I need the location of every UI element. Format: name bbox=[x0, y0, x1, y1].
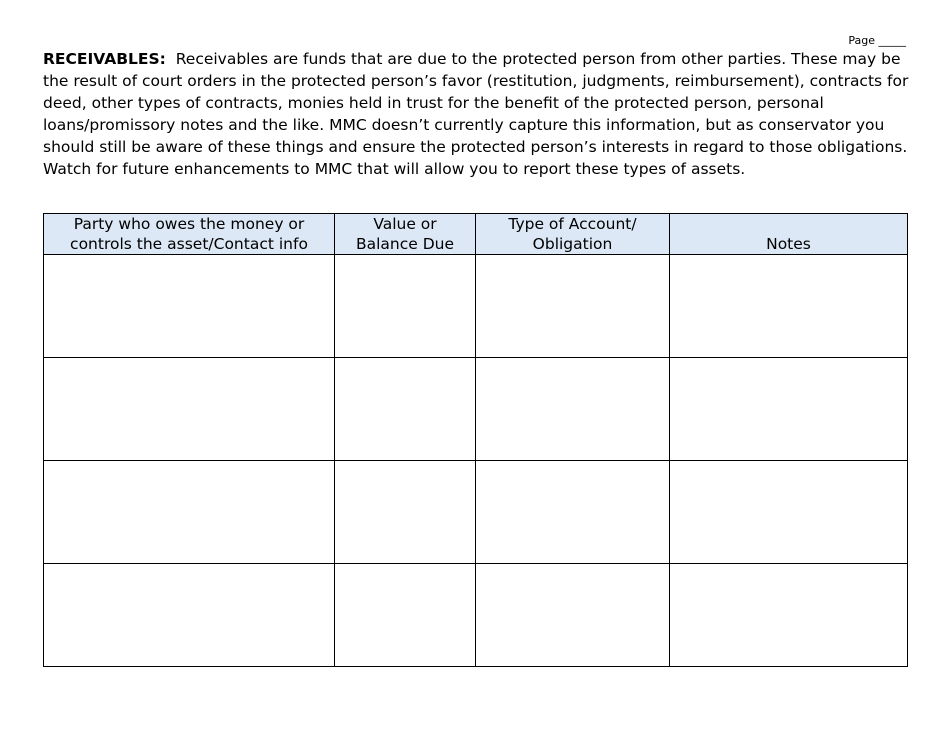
intro-body: Receivables are funds that are due to the protected person from other parties. These may be the result of court orders in the protected person’s favor (restitution, judgments, reimbursement), contracts for deed, other types of contracts, monies held in trust for the benefit of the protected person, personal loans/promissory notes and the like. MMC doesn’t currently capture this information, but as conservator you should still be aware of these things and ensure the protected person’s interests in regard to those obligations. Watch for future enhancements to MMC that will allow you to report these types of assets. bbox=[43, 50, 909, 178]
table-row bbox=[44, 255, 908, 358]
cell-value[interactable] bbox=[335, 358, 476, 461]
table-row bbox=[44, 564, 908, 667]
cell-party[interactable] bbox=[44, 461, 335, 564]
table-header-row bbox=[44, 214, 908, 255]
table-row bbox=[44, 358, 908, 461]
header-value: Value or Balance Due bbox=[335, 214, 476, 255]
header-notes: Notes bbox=[670, 214, 908, 255]
cell-party[interactable] bbox=[44, 255, 335, 358]
table-row bbox=[44, 461, 908, 564]
cell-notes[interactable] bbox=[670, 255, 908, 358]
cell-value[interactable] bbox=[335, 564, 476, 667]
header-type: Type of Account/ Obligation bbox=[476, 214, 670, 255]
receivables-intro bbox=[43, 48, 913, 180]
cell-type[interactable] bbox=[476, 255, 670, 358]
cell-value[interactable] bbox=[335, 461, 476, 564]
section-heading: RECEIVABLES: bbox=[43, 50, 166, 68]
cell-type[interactable] bbox=[476, 461, 670, 564]
cell-notes[interactable] bbox=[670, 358, 908, 461]
cell-party[interactable] bbox=[44, 564, 335, 667]
cell-type[interactable] bbox=[476, 358, 670, 461]
cell-type[interactable] bbox=[476, 564, 670, 667]
cell-value[interactable] bbox=[335, 255, 476, 358]
header-party: Party who owes the money or controls the asset/Contact info bbox=[44, 214, 335, 255]
cell-notes[interactable] bbox=[670, 564, 908, 667]
page-number-label: Page _____ bbox=[848, 34, 906, 47]
cell-notes[interactable] bbox=[670, 461, 908, 564]
cell-party[interactable] bbox=[44, 358, 335, 461]
receivables-table bbox=[43, 213, 908, 667]
